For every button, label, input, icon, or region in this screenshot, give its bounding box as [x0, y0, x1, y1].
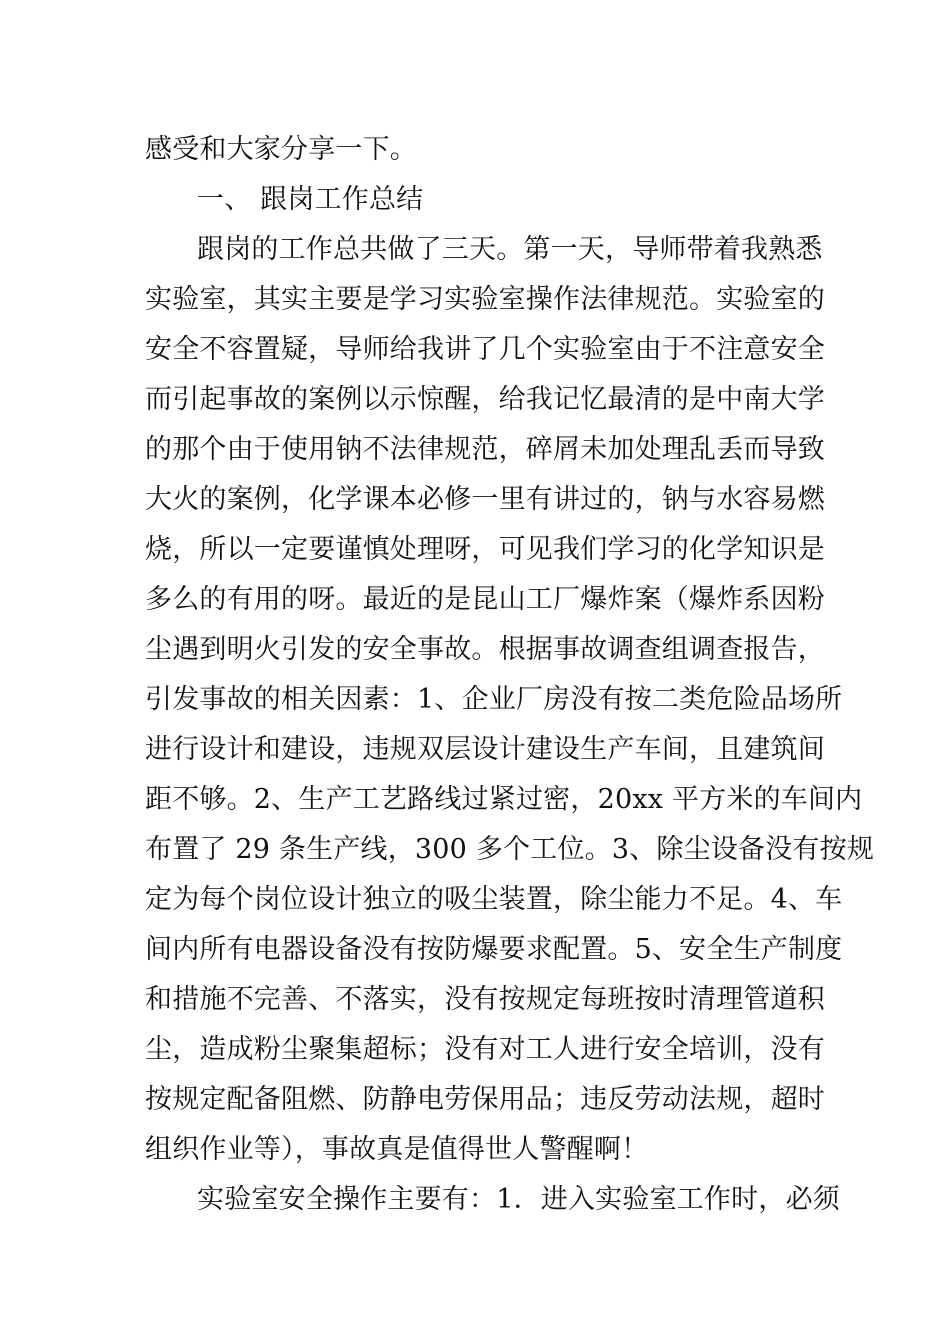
- text-line: 尘遇到明火引发的安全事故。根据事故调查组调查报告，: [145, 634, 825, 665]
- text-line: 进行设计和建设，违规双层设计建设生产车间，且建筑间: [145, 734, 825, 765]
- section-heading: 一、 跟岗工作总结: [197, 184, 424, 215]
- text-line: 布置了 29 条生产线，300 多个工位。3、除尘设备没有按规: [145, 834, 875, 865]
- text-line: 安全不容置疑，导师给我讲了几个实验室由于不注意安全: [145, 334, 825, 365]
- paragraph-first-line: 跟岗的工作总共做了三天。第一天，导师带着我熟悉: [197, 234, 823, 265]
- text-line: 按规定配备阻燃、防静电劳保用品；违反劳动法规，超时: [145, 1084, 825, 1115]
- text-line: 烧，所以一定要谨慎处理呀，可见我们学习的化学知识是: [145, 534, 825, 565]
- text-line: 距不够。2、生产工艺路线过紧过密，20xx 平方米的车间内: [145, 784, 863, 815]
- text-line: 而引起事故的案例以示惊醒，给我记忆最清的是中南大学: [145, 384, 825, 415]
- text-line: 引发事故的相关因素：1、企业厂房没有按二类危险品场所: [145, 684, 843, 715]
- text-line: 多么的有用的呀。最近的是昆山工厂爆炸案（爆炸系因粉: [145, 584, 825, 615]
- text-line: 间内所有电器设备没有按防爆要求配置。5、安全生产制度: [145, 934, 843, 965]
- text-line: 组织作业等），事故真是值得世人警醒啊！: [145, 1134, 649, 1165]
- text-line: 的那个由于使用钠不法律规范，碎屑未加处理乱丢而导致: [145, 434, 825, 465]
- text-line: 定为每个岗位设计独立的吸尘装置，除尘能力不足。4、车: [145, 884, 843, 915]
- text-line: 尘，造成粉尘聚集超标；没有对工人进行安全培训，没有: [145, 1034, 825, 1065]
- text-line: 大火的案例，化学课本必修一里有讲过的，钠与水容易燃: [145, 484, 825, 515]
- paragraph-first-line: 实验室安全操作主要有：1．进入实验室工作时，必须: [197, 1184, 840, 1215]
- text-line: 实验室，其实主要是学习实验室操作法律规范。实验室的: [145, 284, 825, 315]
- text-line: 和措施不完善、不落实，没有按规定每班按时清理管道积: [145, 984, 825, 1015]
- text-line: 感受和大家分享一下。: [145, 134, 417, 165]
